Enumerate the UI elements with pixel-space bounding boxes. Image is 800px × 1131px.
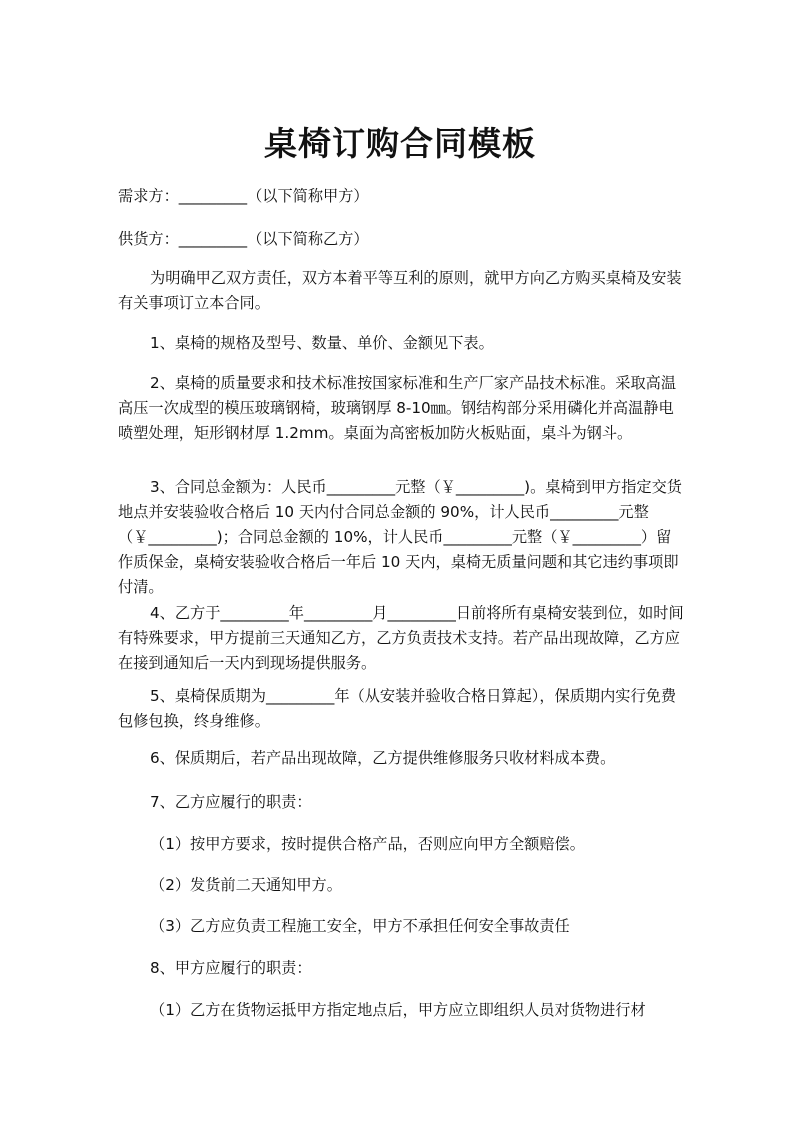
clause-7-item-2: （2）发货前二天通知甲方。 <box>150 876 342 894</box>
clause-7-heading: 7、乙方应履行的职责： <box>150 793 312 811</box>
clause-8-heading: 8、甲方应履行的职责： <box>150 959 312 977</box>
party-b-line: 供货方：_________（以下简称乙方） <box>118 230 369 248</box>
clause-1: 1、桌椅的规格及型号、数量、单价、金额见下表。 <box>150 334 494 352</box>
clause-7-item-3: （3）乙方应负责工程施工安全，甲方不承担任何安全事故责任 <box>150 917 570 935</box>
clause-3: 3、合同总金额为：人民币_________元整（￥_________)。桌椅到甲方指定交货地点并安装验收合格后 10 天内付合同总金额的 90%，计人民币_________元整（￥_________)；合同总金额的 10%，计人民币_________元整（￥_________）留作质保金，桌椅安装验收合格后一年后 10 天内，桌椅无质量问题和其它违约事项即付清。 <box>118 478 682 596</box>
clause-7-item-1: （1）按甲方要求，按时提供合格产品，否则应向甲方全额赔偿。 <box>150 835 585 853</box>
clause-2: 2、桌椅的质量要求和技术标准按国家标准和生产厂家产品技术标准。采取高温高压一次成型的模压玻璃钢椅，玻璃钢厚 8-10㎜。钢结构部分采用磷化并高温静电喷塑处理，矩形钢材厚 1.2mm。桌面为高密板加防火板贴面，桌斗为钢斗。 <box>118 374 677 442</box>
party-a-line: 需求方：_________（以下简称甲方） <box>118 187 369 205</box>
clause-4: 4、乙方于_________年_________月_________日前将所有桌椅安装到位，如时间有特殊要求，甲方提前三天通知乙方，乙方负责技术支持。若产品出现故障，乙方应在接到通知后一天内到现场提供服务。 <box>118 604 684 672</box>
clause-5: 5、桌椅保质期为_________年（从安装并验收合格日算起），保质期内实行免费包修包换，终身维修。 <box>118 687 677 730</box>
intro-paragraph: 为明确甲乙双方责任，双方本着平等互利的原则，就甲方向乙方购买桌椅及安装有关事项订立本合同。 <box>118 269 682 312</box>
clause-6: 6、保质期后，若产品出现故障，乙方提供维修服务只收材料成本费。 <box>150 749 616 767</box>
document-title: 桌椅订购合同模板 <box>264 124 536 163</box>
clause-8-item-1: （1）乙方在货物运抵甲方指定地点后，甲方应立即组织人员对货物进行材 <box>150 1001 646 1019</box>
